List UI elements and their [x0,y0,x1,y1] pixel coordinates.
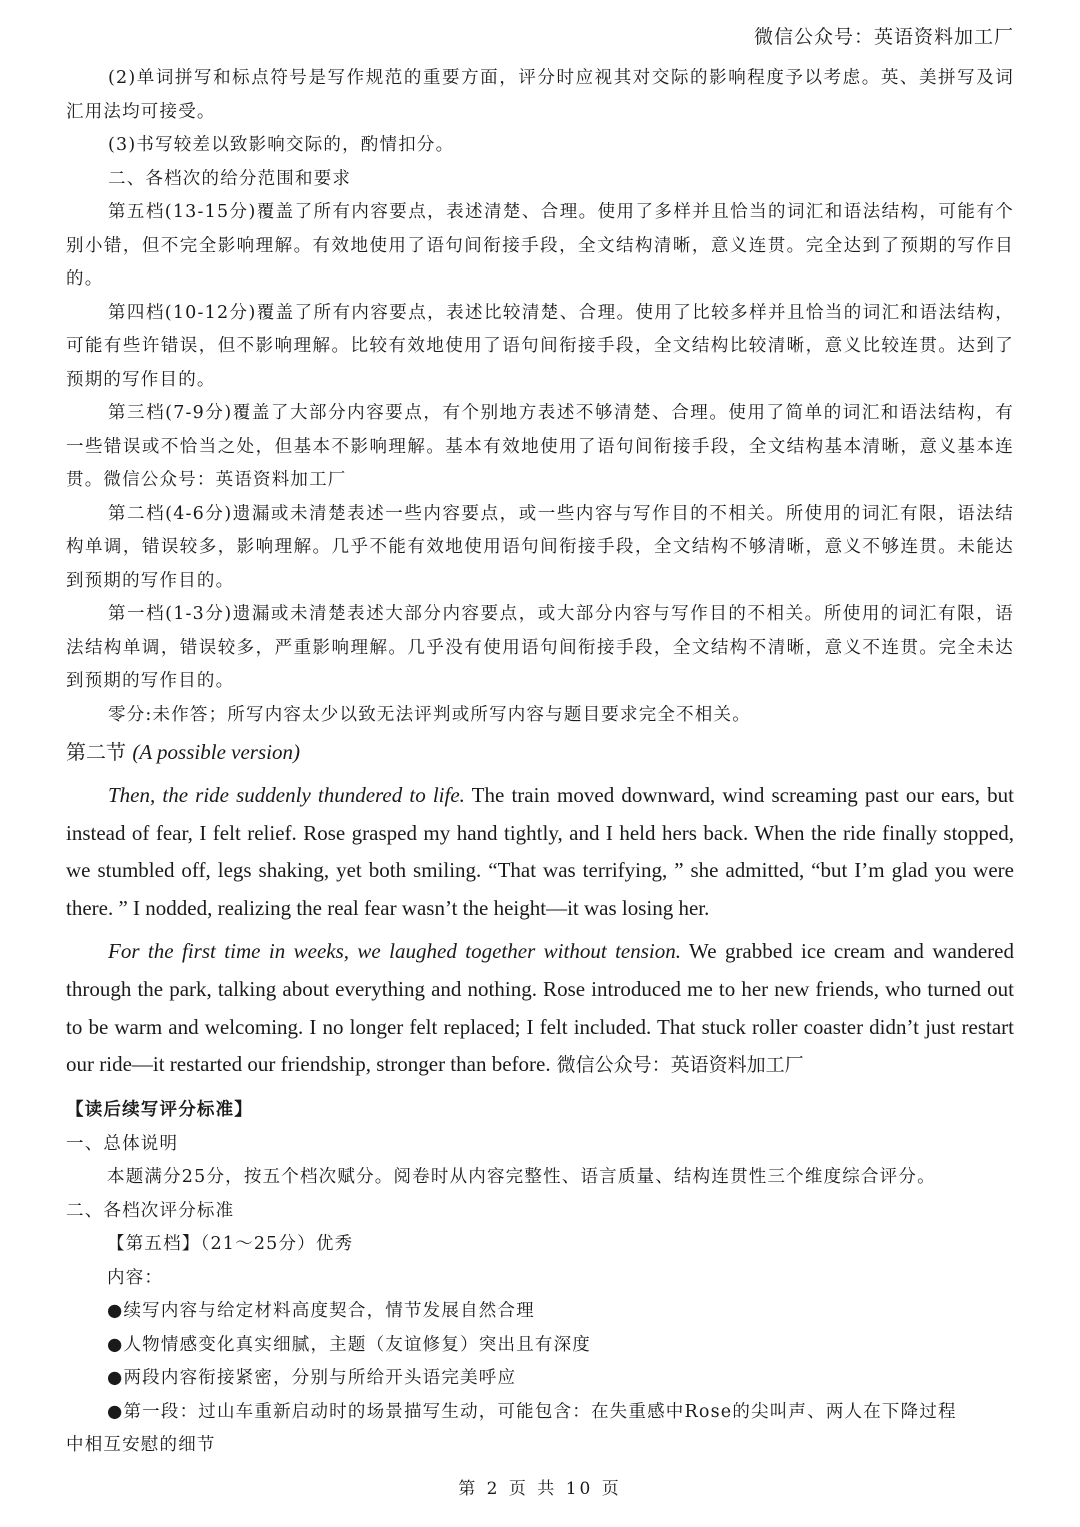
criteria-bullet-continuation: 中相互安慰的细节 [66,1435,216,1455]
essay-paragraph-2-body: We grabbed ice cream and wandered through the park, talking about everything and nothing. Rose introduced me to her new friends, who turned out to be warm and welcoming. I no longer felt replaced; I felt included. That stuck roller coaster didn’t just restart our ride—it restarted our friendship, stronger than before. [66,939,1014,1077]
criteria-bullet: ●人物情感变化真实细腻，主题（友谊修复）突出且有深度 [107,1334,591,1355]
rule-levels-heading: 二、各档次的给分范围和要求 [108,168,352,189]
section-title [66,736,300,765]
essay-paragraph-2-lead: For the first time in weeks, we laughed together without tension. [108,939,682,964]
rule-level-3: 第三档(7-9分)覆盖了大部分内容要点，有个别地方表述不够清楚、合理。使用了简单的词汇和语法结构，有一些错误或不恰当之处，但基本不影响理解。基本有效地使用了语句间衔接手段，全文结构基本清晰，意义基本连贯。微信公众号：英语资料加工厂 [66,403,1014,490]
essay-watermark-text: 微信公众号：英语资料加工厂 [550,1054,804,1077]
criteria-bullet: ●两段内容衔接紧密，分别与所给开头语完美呼应 [107,1368,517,1388]
rule-level-4: 第四档(10-12分)覆盖了所有内容要点，表述比较清楚、合理。使用了比较多样并且恰当的词汇和语法结构，可能有些许错误，但不影响理解。比较有效地使用了语句间衔接手段，全文结构比较清晰，意义比较连贯。达到了预期的写作目的。 [66,302,1014,390]
criteria-bullet: ●第一段：过山车重新启动时的场景描写生动，可能包含：在失重感中Rose的尖叫声、两人在下降过程 [107,1401,957,1422]
rule-level-0: 零分:未作答；所写内容太少以致无法评判或所写内容与题目要求完全不相关。 [108,704,751,725]
criteria-general-heading: 一、总体说明 [66,1133,179,1154]
criteria-title: 【读后续写评分标准】 [66,1100,253,1120]
criteria-content-label: 内容： [107,1267,164,1288]
section-label: 第二节 [66,740,126,764]
essay-paragraph-1-lead: Then, the ride suddenly thundered to life. [108,783,465,807]
rule-spelling: (2)单词拼写和标点符号是写作规范的重要方面，评分时应视其对交际的影响程度予以考虑。英、美拼写及词汇用法均可接受。 [66,68,1014,122]
criteria-general-text: 本题满分25分，按五个档次赋分。阅卷时从内容完整性、语言质量、结构连贯性三个维度综合评分。 [107,1167,936,1187]
rule-level-2: 第二档(4-6分)遗漏或未清楚表述一些内容要点，或一些内容与写作目的不相关。所使用的词汇有限，语法结构单调，错误较多，影响理解。几乎不能有效地使用语句间衔接手段，全文结构不够清晰，意义不够连贯。未能达到预期的写作目的。 [66,503,1014,591]
criteria-level-5: 【第五档】（21～25分）优秀 [107,1234,354,1254]
sample-essay [66,777,1014,1085]
scoring-rules-top [66,62,1014,732]
essay-paragraph-1 [66,777,1014,927]
page-header: 微信公众号：英语资料加工厂 [753,26,1014,48]
page-footer: 第 2 页 共 10 页 [458,1479,622,1499]
rule-handwriting: (3)书写较差以致影响交际的，酌情扣分。 [108,135,455,155]
criteria-levels-heading: 二、各档次评分标准 [66,1200,235,1221]
essay-paragraph-1-body: The train moved downward, wind screaming past our ears, but instead of fear, I felt relief. Rose grasped my hand tightly, and I held hers back. When the ride finally stopped, we stumbled off, legs shaking, yet both smiling. “That was terrifying, ” she admitted, “but I’m glad you were there. ” I nodded, realizing the real fear wasn’t the height—it was losing her. [66,783,1014,920]
rule-level-1: 第一档(1-3分)遗漏或未清楚表述大部分内容要点，或大部分内容与写作目的不相关。所使用的词汇有限，语法结构单调，错误较多，严重影响理解。几乎没有使用语句间衔接手段，全文结构不清晰，意义不连贯。完全未达到预期的写作目的。 [66,604,1014,691]
continuation-criteria [66,1094,1014,1463]
essay-paragraph-2 [66,933,1014,1084]
section-subtitle: (A possible version) [132,740,300,764]
criteria-bullet: ●续写内容与给定材料高度契合，情节发展自然合理 [107,1301,535,1321]
rule-level-5: 第五档(13-15分)覆盖了所有内容要点，表述清楚、合理。使用了多样并且恰当的词汇和语法结构，可能有个别小错，但不完全影响理解。有效地使用了语句间衔接手段，全文结构清晰，意义连贯。完全达到了预期的写作目的。 [66,202,1014,289]
